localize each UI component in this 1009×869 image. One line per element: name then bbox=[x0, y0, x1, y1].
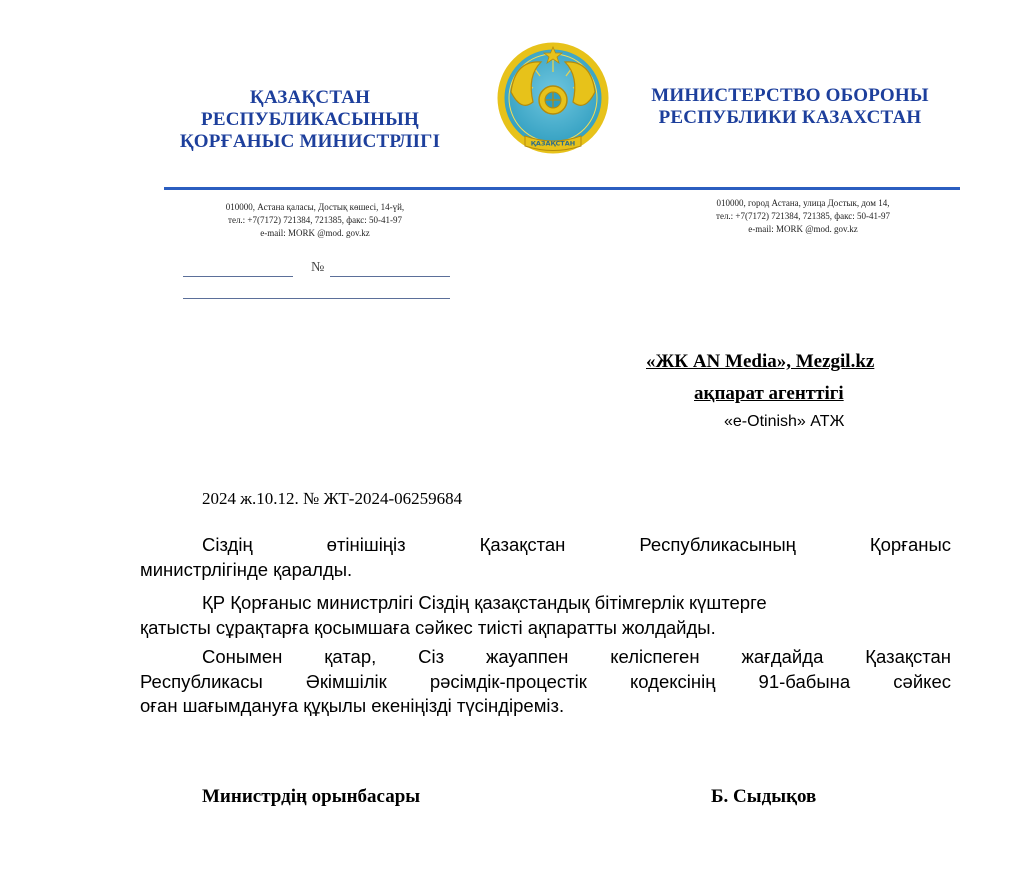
reference-number: 2024 ж.10.12. № ЖТ-2024-06259684 bbox=[202, 489, 463, 508]
date-underline bbox=[183, 276, 293, 277]
second-underline bbox=[183, 298, 450, 299]
address-russian-line1: 010000, город Астана, улица Достык, дом 14, bbox=[716, 198, 890, 208]
body-p2-line1: ҚР Қорғаныс министрлігі Сіздің қазақстандық бітімгерлік күштерге bbox=[202, 592, 767, 613]
address-block-russian bbox=[688, 197, 918, 236]
header-title-russian bbox=[645, 85, 935, 129]
body-paragraph-3 bbox=[140, 645, 951, 719]
number-underline bbox=[330, 276, 450, 277]
header-title-russian-line1: МИНИСТЕРСТВО ОБОРОНЫ bbox=[651, 85, 929, 106]
address-kazakh-line2: тел.: +7(7172) 721384, 721385, факс: 50-41-97 bbox=[228, 215, 402, 225]
address-russian-line2: тел.: +7(7172) 721384, 721385, факс: 50-41-97 bbox=[716, 211, 890, 221]
address-kazakh-line1: 010000, Астана қаласы, Достық көшесі, 14-үй, bbox=[225, 202, 405, 212]
body-p3-line3: оған шағымдануға құқылы екеніңізді түсіндіреміз. bbox=[140, 695, 565, 716]
recipient-line1: «ЖК AN Media», Mezgil.kz bbox=[646, 351, 875, 372]
body-paragraph-1 bbox=[140, 533, 951, 582]
recipient-line3: «e-Otinish» АТЖ bbox=[724, 413, 845, 430]
address-block-kazakh bbox=[190, 201, 440, 240]
address-kazakh-line3: e-mail: MORK @mod. gov.kz bbox=[260, 228, 370, 238]
header-title-kazakh-line1: ҚАЗАҚСТАН РЕСПУБЛИКАСЫНЫҢ bbox=[201, 87, 419, 130]
header-title-kazakh bbox=[140, 87, 480, 153]
header-title-kazakh-line2: ҚОРҒАНЫС МИНИСТРЛІГІ bbox=[179, 131, 441, 152]
body-p1-line1: Сіздің өтінішіңіз Қазақстан Республикасының Қорғаныс bbox=[202, 534, 951, 555]
outgoing-number-field bbox=[183, 260, 450, 277]
body-p1-line2: министрлігінде қаралды. bbox=[140, 558, 353, 580]
header-divider-line bbox=[164, 187, 960, 190]
outgoing-number-second-line bbox=[183, 296, 450, 300]
body-p3-line2: Республикасы Әкімшілік рәсімдік-процестік кодексінің 91-бабына сәйкес bbox=[140, 670, 951, 692]
address-russian-line3: e-mail: MORK @mod. gov.kz bbox=[748, 224, 858, 234]
number-sign: № bbox=[311, 260, 325, 275]
state-emblem-icon bbox=[497, 42, 609, 160]
body-p2-line2: қатысты сұрақтарға қосымшаға сәйкес тиісті ақпаратты жолдайды. bbox=[140, 616, 716, 638]
header-title-russian-line2: РЕСПУБЛИКИ КАЗАХСТАН bbox=[658, 107, 922, 128]
emblem-ribbon-text: ҚАЗАҚСТАН bbox=[530, 139, 576, 148]
signatory-name: Б. Сыдықов bbox=[711, 786, 817, 807]
recipient-line2: ақпарат агенттігі bbox=[694, 383, 844, 404]
signatory-position: Министрдің орынбасары bbox=[202, 786, 421, 807]
body-paragraph-2 bbox=[140, 591, 951, 640]
body-p3-line1: Сонымен қатар, Сіз жауаппен келіспеген жағдайда Қазақстан bbox=[202, 646, 951, 667]
